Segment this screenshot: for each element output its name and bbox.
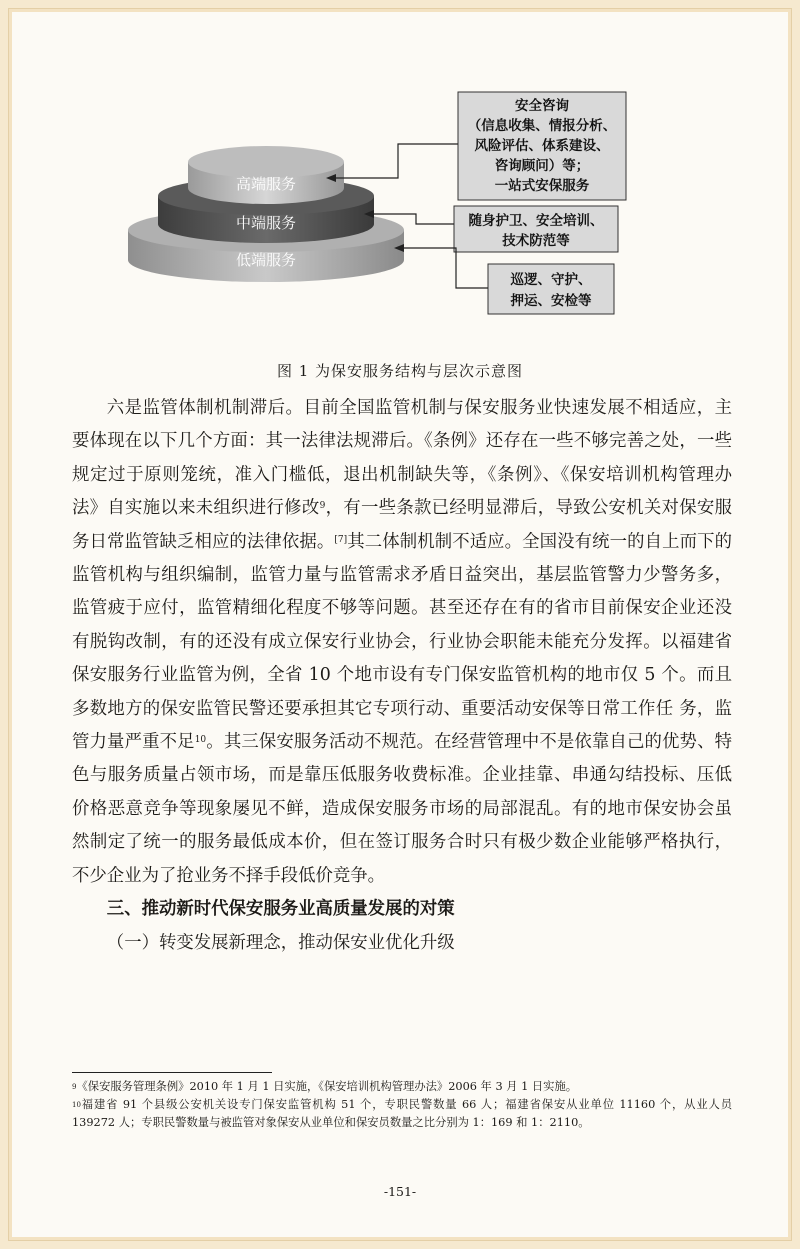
section-heading: 三、推动新时代保安服务业高质量发展的对策 xyxy=(106,899,455,920)
footnote-10-mark: 10 xyxy=(72,1101,81,1109)
paragraph-supervision xyxy=(72,392,732,893)
box-high-line-4: 咨询顾问）等； xyxy=(494,158,590,174)
body-text xyxy=(72,392,732,960)
box-low-line-2: 押运、安检等 xyxy=(510,293,592,309)
box-mid-line-1: 随身护卫、安全培训、 xyxy=(468,213,604,229)
tier-mid-label: 中端服务 xyxy=(235,214,297,232)
paragraph-part-2: ，有一些条款已经明显滞后，导致公安机关对保安服务日常监管缺乏相应的法律依据。 xyxy=(72,498,732,552)
box-high xyxy=(458,92,626,200)
box-high-line-5: 一站式安保服务 xyxy=(494,178,590,194)
figure-caption: 图 1 为保安服务结构与层次示意图 xyxy=(276,362,524,380)
box-high-line-3: 风险评估、体系建设、 xyxy=(474,138,610,154)
service-structure-diagram xyxy=(120,88,660,328)
box-high-line-1: 安全咨询 xyxy=(515,98,569,114)
footnote-9-text: 《保安服务管理条例》2010 年 1 月 1 日实施，《保安培训机构管理办法》2006 年 3 月 1 日实施。 xyxy=(76,1080,578,1093)
box-low-line-1: 巡逻、守护、 xyxy=(510,272,592,288)
paragraph-part-1: 六是监管体制机制滞后。目前全国监管机制与保安服务业快速发展不相适应，主要体现在以下几个方面：其一法律法规滞后。《条例》还存在一些不够完善之处，一些规定过于原则笼统，准入门槛低，退出机制缺失等，《条例》、《保安培训机构管理办法》自实施以来未组织进行修改 xyxy=(72,398,732,519)
footnote-10-text: 福建省 91 个县级公安机关设专门保安监管机构 51 个，专职民警数量 66 人；福建省保安从业单位 11160 个，从业人员 139272 人；专职民警数量与被监管对象保安从业单位和保安员数量之比分别为 1：169 和 1：2110。 xyxy=(72,1098,732,1129)
connector-low xyxy=(402,248,488,288)
footnote-ref-9[interactable]: 9 xyxy=(319,501,326,512)
paragraph-part-3: 其二体制机制不适应。全国没有统一的自上而下的监管机构与组织编制，监管力量与监管需求矛盾日益突出，基层监管警力少警务多，监管疲于应付，监管精细化程度不够等问题。甚至还存在有的省市目前保安企业还没有脱钩改制，有的还没有成立保安行业协会，行业协会职能未能充分发挥。以福建省保安服务行业监管为例，全省 10 个地市设有专门保安监管机构的地市仅 5 个。而且多数地方的保安监管民警还要承担其它专项行动、重要活动安保等日常工作任 务，监管力量严重不足 xyxy=(72,531,732,753)
footnote-10 xyxy=(72,1096,732,1132)
box-low xyxy=(488,264,614,314)
footnote-9 xyxy=(72,1078,732,1096)
footnote-9-mark: 9 xyxy=(72,1083,77,1091)
page-number: -151- xyxy=(383,1184,417,1199)
footnote-ref-10[interactable]: 10 xyxy=(194,735,207,746)
tier-high-label: 高端服务 xyxy=(235,175,297,193)
box-mid-line-2: 技术防范等 xyxy=(502,233,570,249)
connector-high xyxy=(334,144,458,178)
paragraph-part-4: 。其三保安服务活动不规范。在经营管理中不是依靠自己的优势、特色与服务质量占领市场，而是靠压低服务收费标准。企业挂靠、串通勾结投标、压低价格恶意竞争等现象屡见不鲜，造成保安服务市场的局部混乱。有的地市保安协会虽然制定了统一的服务最低成本价，但在签订服务合时只有极少数企业能够严格执行，不少企业为了抢业务不择手段低价竞争。 xyxy=(72,732,732,886)
box-mid xyxy=(454,206,618,252)
footnotes xyxy=(72,1078,732,1132)
citation-ref-7[interactable]: [7] xyxy=(334,534,348,545)
subsection-heading: （一）转变发展新理念，推动保安业优化升级 xyxy=(106,932,455,953)
tier-low-label: 低端服务 xyxy=(235,251,297,269)
footnote-divider xyxy=(72,1072,272,1073)
box-high-line-2: （信息收集、情报分析、 xyxy=(467,118,617,134)
